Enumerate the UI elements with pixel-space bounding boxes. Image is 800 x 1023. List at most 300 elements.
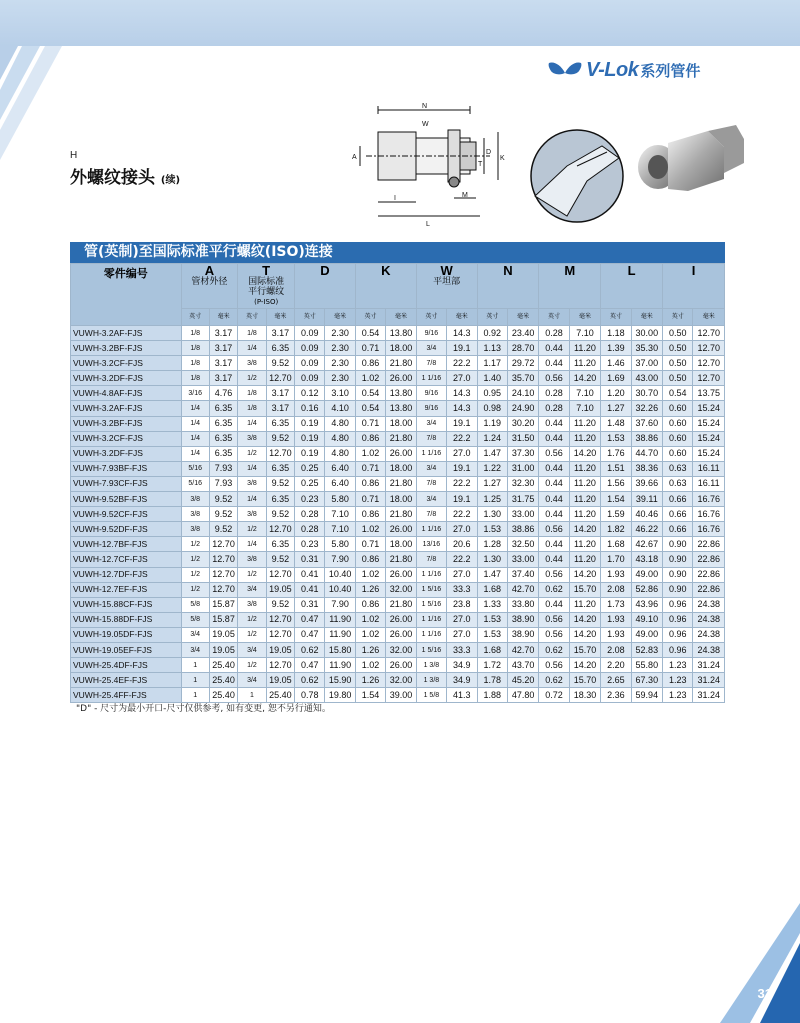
value-cell: 39.11 (631, 492, 662, 507)
value-cell: 15.70 (569, 582, 600, 597)
value-cell: 0.92 (477, 326, 507, 341)
value-cell: 42.67 (631, 537, 662, 552)
value-cell: 1/8 (181, 326, 209, 341)
unit-inch-header: 英寸 (181, 309, 209, 326)
value-cell: 3.17 (209, 326, 237, 341)
value-cell: 6.35 (209, 401, 237, 416)
value-cell: 0.44 (539, 476, 569, 491)
value-cell: 7.93 (209, 476, 237, 491)
dim-label-m: M (462, 192, 468, 199)
value-cell: 15.90 (325, 673, 355, 688)
part-number-cell: VUWH-12.7CF-FJS (71, 552, 182, 567)
value-cell: 31.24 (693, 673, 725, 688)
value-cell: 0.47 (295, 627, 325, 642)
value-cell: 25.40 (209, 673, 237, 688)
value-cell: 3/4 (181, 627, 209, 642)
value-cell: 22.86 (693, 552, 725, 567)
section-band-title: 管(英制)至国际标准平行螺纹(ISO)连接 (70, 242, 725, 263)
header-w: W 平坦部 (416, 264, 477, 309)
value-cell: 0.96 (663, 597, 693, 612)
part-number-cell: VUWH-4.8AF-FJS (71, 386, 182, 401)
value-cell: 3/4 (238, 673, 266, 688)
value-cell: 0.23 (295, 537, 325, 552)
value-cell: 0.41 (295, 567, 325, 582)
value-cell: 3/4 (416, 461, 446, 476)
value-cell: 9.52 (266, 476, 294, 491)
part-number-cell: VUWH-3.2BF-FJS (71, 341, 182, 356)
unit-mm-header: 毫米 (447, 309, 477, 326)
value-cell: 7/8 (416, 356, 446, 371)
value-cell: 3/4 (238, 642, 266, 657)
value-cell: 1 (181, 688, 209, 703)
value-cell: 19.05 (209, 627, 237, 642)
value-cell: 22.86 (693, 537, 725, 552)
value-cell: 1.69 (601, 371, 631, 386)
value-cell: 6.40 (325, 476, 355, 491)
value-cell: 0.71 (355, 416, 385, 431)
unit-inch-header: 英寸 (539, 309, 569, 326)
part-number-cell: VUWH-3.2AF-FJS (71, 326, 182, 341)
value-cell: 11.20 (569, 507, 600, 522)
value-cell: 0.19 (295, 446, 325, 461)
unit-mm-header: 毫米 (266, 309, 294, 326)
value-cell: 4.76 (209, 386, 237, 401)
value-cell: 6.35 (266, 341, 294, 356)
value-cell: 0.44 (539, 552, 569, 567)
value-cell: 32.00 (386, 673, 416, 688)
value-cell: 0.50 (663, 371, 693, 386)
value-cell: 3/8 (238, 356, 266, 371)
value-cell: 1/2 (238, 371, 266, 386)
value-cell: 0.31 (295, 552, 325, 567)
part-number-cell: VUWH-3.2AF-FJS (71, 401, 182, 416)
value-cell: 31.50 (507, 431, 538, 446)
value-cell: 14.3 (447, 386, 477, 401)
value-cell: 4.80 (325, 446, 355, 461)
value-cell: 21.80 (386, 597, 416, 612)
table-row (71, 522, 725, 537)
value-cell: 7.10 (569, 326, 600, 341)
value-cell: 1.78 (477, 673, 507, 688)
value-cell: 1.02 (355, 567, 385, 582)
value-cell: 12.70 (693, 326, 725, 341)
value-cell: 19.05 (266, 642, 294, 657)
value-cell: 32.30 (507, 476, 538, 491)
value-cell: 16.11 (693, 461, 725, 476)
value-cell: 13.80 (386, 326, 416, 341)
value-cell: 32.00 (386, 582, 416, 597)
value-cell: 0.90 (663, 567, 693, 582)
value-cell: 0.66 (663, 522, 693, 537)
value-cell: 5.80 (325, 537, 355, 552)
value-cell: 15.70 (569, 642, 600, 657)
value-cell: 30.20 (507, 416, 538, 431)
unit-mm-header: 毫米 (693, 309, 725, 326)
value-cell: 1.24 (477, 431, 507, 446)
value-cell: 45.20 (507, 673, 538, 688)
value-cell: 0.50 (663, 326, 693, 341)
value-cell: 1.59 (601, 507, 631, 522)
value-cell: 18.00 (386, 461, 416, 476)
part-number-cell: VUWH-25.4EF-FJS (71, 673, 182, 688)
value-cell: 1 (181, 658, 209, 673)
value-cell: 7.10 (325, 522, 355, 537)
value-cell: 2.30 (325, 326, 355, 341)
value-cell: 11.20 (569, 416, 600, 431)
value-cell: 1/4 (238, 416, 266, 431)
table-row (71, 461, 725, 476)
value-cell: 0.72 (539, 688, 569, 703)
part-number-cell: VUWH-19.05EF-FJS (71, 642, 182, 657)
value-cell: 49.10 (631, 612, 662, 627)
value-cell: 0.25 (295, 461, 325, 476)
value-cell: 19.05 (209, 642, 237, 657)
value-cell: 35.70 (507, 371, 538, 386)
value-cell: 9.52 (266, 356, 294, 371)
value-cell: 12.70 (266, 446, 294, 461)
table-row (71, 416, 725, 431)
value-cell: 1/2 (238, 522, 266, 537)
header-t: T 国际标准 平行螺纹 (P-ISO) (238, 264, 295, 309)
value-cell: 43.96 (631, 597, 662, 612)
table-row (71, 582, 725, 597)
value-cell: 1.22 (477, 461, 507, 476)
value-cell: 27.0 (447, 612, 477, 627)
logo-text: V-Lok (586, 58, 639, 81)
value-cell: 7/8 (416, 431, 446, 446)
value-cell: 0.62 (295, 642, 325, 657)
value-cell: 3/8 (238, 476, 266, 491)
value-cell: 1/8 (181, 371, 209, 386)
value-cell: 0.71 (355, 461, 385, 476)
value-cell: 26.00 (386, 567, 416, 582)
value-cell: 1.54 (355, 688, 385, 703)
value-cell: 15.24 (693, 446, 725, 461)
section-letter: H (70, 150, 78, 161)
value-cell: 0.09 (295, 356, 325, 371)
title-text: 外螺纹接头 (70, 168, 155, 188)
value-cell: 2.08 (601, 582, 631, 597)
value-cell: 1/4 (181, 431, 209, 446)
table-row (71, 446, 725, 461)
value-cell: 12.70 (266, 371, 294, 386)
value-cell: 37.00 (631, 356, 662, 371)
value-cell: 0.09 (295, 326, 325, 341)
part-number-cell: VUWH-15.88DF-FJS (71, 612, 182, 627)
value-cell: 9.52 (266, 597, 294, 612)
value-cell: 22.86 (693, 567, 725, 582)
unit-inch-header: 英寸 (663, 309, 693, 326)
dim-label-a: A (352, 154, 357, 161)
value-cell: 32.00 (386, 642, 416, 657)
value-cell: 33.00 (507, 507, 538, 522)
header-n: N (477, 264, 539, 309)
value-cell: 1.26 (355, 673, 385, 688)
value-cell: 44.70 (631, 446, 662, 461)
value-cell: 12.70 (266, 567, 294, 582)
dim-label-l: L (426, 221, 430, 228)
value-cell: 0.71 (355, 537, 385, 552)
value-cell: 11.20 (569, 597, 600, 612)
value-cell: 0.44 (539, 597, 569, 612)
value-cell: 14.20 (569, 567, 600, 582)
value-cell: 14.20 (569, 627, 600, 642)
value-cell: 1.88 (477, 688, 507, 703)
value-cell: 1.02 (355, 658, 385, 673)
value-cell: 15.24 (693, 401, 725, 416)
table-row (71, 642, 725, 657)
value-cell: 0.62 (295, 673, 325, 688)
value-cell: 12.70 (209, 537, 237, 552)
value-cell: 1.27 (477, 476, 507, 491)
value-cell: 0.28 (539, 326, 569, 341)
value-cell: 0.90 (663, 552, 693, 567)
value-cell: 1 5/16 (416, 642, 446, 657)
value-cell: 1 1/16 (416, 446, 446, 461)
table-row (71, 356, 725, 371)
value-cell: 1/4 (181, 401, 209, 416)
value-cell: 3/8 (181, 522, 209, 537)
value-cell: 0.56 (539, 627, 569, 642)
value-cell: 14.3 (447, 326, 477, 341)
value-cell: 1.70 (601, 552, 631, 567)
value-cell: 0.44 (539, 507, 569, 522)
value-cell: 5/16 (181, 476, 209, 491)
header-i: I (663, 264, 725, 309)
value-cell: 11.20 (569, 552, 600, 567)
value-cell: 19.1 (447, 416, 477, 431)
value-cell: 3.17 (209, 356, 237, 371)
value-cell: 0.62 (539, 673, 569, 688)
value-cell: 0.60 (663, 431, 693, 446)
value-cell: 1.13 (477, 341, 507, 356)
value-cell: 1 5/8 (416, 688, 446, 703)
value-cell: 33.3 (447, 642, 477, 657)
value-cell: 6.35 (266, 492, 294, 507)
dim-label-d: D (486, 149, 492, 156)
header-l: L (601, 264, 663, 309)
dim-label-i: I (394, 195, 396, 202)
value-cell: 18.00 (386, 492, 416, 507)
value-cell: 12.70 (693, 341, 725, 356)
value-cell: 1/2 (181, 552, 209, 567)
decorative-stripes (0, 0, 78, 161)
value-cell: 34.9 (447, 658, 477, 673)
value-cell: 2.20 (601, 658, 631, 673)
value-cell: 4.80 (325, 416, 355, 431)
detail-zoom-circle (527, 126, 627, 226)
brand-logo (548, 58, 700, 82)
value-cell: 3/8 (238, 431, 266, 446)
value-cell: 33.3 (447, 582, 477, 597)
value-cell: 1/8 (238, 401, 266, 416)
value-cell: 0.47 (295, 612, 325, 627)
value-cell: 0.09 (295, 341, 325, 356)
value-cell: 34.9 (447, 673, 477, 688)
part-number-cell: VUWH-7.93BF-FJS (71, 461, 182, 476)
value-cell: 0.54 (355, 401, 385, 416)
value-cell: 0.86 (355, 356, 385, 371)
table-row (71, 431, 725, 446)
unit-inch-header: 英寸 (416, 309, 446, 326)
table-row (71, 341, 725, 356)
value-cell: 12.70 (266, 522, 294, 537)
value-cell: 21.80 (386, 552, 416, 567)
value-cell: 1/4 (238, 341, 266, 356)
dim-label-n: N (422, 103, 428, 110)
value-cell: 1.56 (601, 476, 631, 491)
value-cell: 0.56 (539, 612, 569, 627)
value-cell: 24.38 (693, 597, 725, 612)
value-cell: 12.70 (693, 356, 725, 371)
footnote: "D" - 尺寸为最小开口-尺寸仅供参考, 如有变更, 恕不另行通知。 (76, 704, 331, 714)
value-cell: 0.50 (663, 356, 693, 371)
value-cell: 1.30 (477, 507, 507, 522)
value-cell: 1.02 (355, 371, 385, 386)
value-cell: 1.53 (477, 627, 507, 642)
value-cell: 33.80 (507, 597, 538, 612)
value-cell: 0.63 (663, 476, 693, 491)
value-cell: 3.17 (209, 371, 237, 386)
value-cell: 15.80 (325, 642, 355, 657)
value-cell: 0.44 (539, 341, 569, 356)
value-cell: 26.00 (386, 612, 416, 627)
header-k: K (355, 264, 416, 309)
value-cell: 4.80 (325, 431, 355, 446)
value-cell: 21.80 (386, 476, 416, 491)
value-cell: 43.18 (631, 552, 662, 567)
value-cell: 0.56 (539, 658, 569, 673)
part-number-header: 零件编号 (71, 264, 182, 326)
value-cell: 15.87 (209, 597, 237, 612)
corner-stripes (680, 873, 800, 1023)
value-cell: 38.86 (631, 431, 662, 446)
part-number-cell: VUWH-3.2BF-FJS (71, 416, 182, 431)
value-cell: 3/4 (238, 582, 266, 597)
value-cell: 38.86 (507, 522, 538, 537)
value-cell: 13/16 (416, 537, 446, 552)
value-cell: 1.02 (355, 522, 385, 537)
value-cell: 0.19 (295, 431, 325, 446)
value-cell: 0.86 (355, 552, 385, 567)
vlok-leaf-icon (548, 61, 582, 79)
value-cell: 1 1/16 (416, 522, 446, 537)
value-cell: 19.05 (266, 673, 294, 688)
table-row (71, 673, 725, 688)
value-cell: 16.76 (693, 492, 725, 507)
value-cell: 0.54 (355, 326, 385, 341)
value-cell: 23.40 (507, 326, 538, 341)
value-cell: 28.70 (507, 341, 538, 356)
value-cell: 9.52 (266, 552, 294, 567)
value-cell: 1.46 (601, 356, 631, 371)
value-cell: 52.86 (631, 582, 662, 597)
value-cell: 16.76 (693, 507, 725, 522)
page-number: 31 (757, 986, 772, 1001)
value-cell: 11.20 (569, 461, 600, 476)
page-title (70, 163, 180, 188)
value-cell: 1.73 (601, 597, 631, 612)
value-cell: 19.05 (266, 582, 294, 597)
value-cell: 1.33 (477, 597, 507, 612)
part-number-cell: VUWH-12.7DF-FJS (71, 567, 182, 582)
unit-mm-header: 毫米 (325, 309, 355, 326)
value-cell: 35.30 (631, 341, 662, 356)
value-cell: 6.35 (209, 416, 237, 431)
value-cell: 12.70 (266, 627, 294, 642)
unit-mm-header: 毫米 (386, 309, 416, 326)
value-cell: 13.80 (386, 386, 416, 401)
value-cell: 0.54 (355, 386, 385, 401)
value-cell: 0.56 (539, 446, 569, 461)
value-cell: 1/2 (238, 658, 266, 673)
value-cell: 32.26 (631, 401, 662, 416)
value-cell: 1 1/16 (416, 567, 446, 582)
header-m: M (539, 264, 601, 309)
value-cell: 0.78 (295, 688, 325, 703)
value-cell: 0.90 (663, 537, 693, 552)
value-cell: 1 (238, 688, 266, 703)
value-cell: 0.44 (539, 537, 569, 552)
value-cell: 24.38 (693, 612, 725, 627)
value-cell: 11.20 (569, 476, 600, 491)
dim-label-w: W (422, 121, 429, 128)
value-cell: 1/2 (181, 537, 209, 552)
value-cell: 1.68 (477, 582, 507, 597)
value-cell: 41.3 (447, 688, 477, 703)
value-cell: 9.52 (209, 522, 237, 537)
unit-mm-header: 毫米 (631, 309, 662, 326)
value-cell: 5/8 (181, 597, 209, 612)
value-cell: 1.26 (355, 582, 385, 597)
value-cell: 1.18 (601, 326, 631, 341)
value-cell: 1.27 (601, 401, 631, 416)
value-cell: 32.50 (507, 537, 538, 552)
value-cell: 1.17 (477, 356, 507, 371)
value-cell: 1.82 (601, 522, 631, 537)
value-cell: 5/8 (181, 612, 209, 627)
value-cell: 1.68 (601, 537, 631, 552)
value-cell: 12.70 (209, 582, 237, 597)
value-cell: 42.70 (507, 582, 538, 597)
value-cell: 1.48 (601, 416, 631, 431)
value-cell: 26.00 (386, 522, 416, 537)
value-cell: 9.52 (266, 431, 294, 446)
value-cell: 0.44 (539, 416, 569, 431)
header-row (71, 264, 725, 309)
value-cell: 31.24 (693, 688, 725, 703)
value-cell: 11.20 (569, 356, 600, 371)
unit-inch-header: 英寸 (601, 309, 631, 326)
value-cell: 0.71 (355, 492, 385, 507)
value-cell: 0.63 (663, 461, 693, 476)
value-cell: 18.00 (386, 341, 416, 356)
value-cell: 0.86 (355, 507, 385, 522)
part-number-cell: VUWH-12.7BF-FJS (71, 537, 182, 552)
value-cell: 7.90 (325, 552, 355, 567)
value-cell: 0.66 (663, 492, 693, 507)
value-cell: 55.80 (631, 658, 662, 673)
value-cell: 1/8 (181, 356, 209, 371)
value-cell: 0.54 (663, 386, 693, 401)
value-cell: 0.71 (355, 341, 385, 356)
value-cell: 1.54 (601, 492, 631, 507)
value-cell: 9.52 (266, 507, 294, 522)
value-cell: 1.76 (601, 446, 631, 461)
value-cell: 0.44 (539, 356, 569, 371)
dim-label-t: T (478, 161, 483, 168)
value-cell: 16.11 (693, 476, 725, 491)
